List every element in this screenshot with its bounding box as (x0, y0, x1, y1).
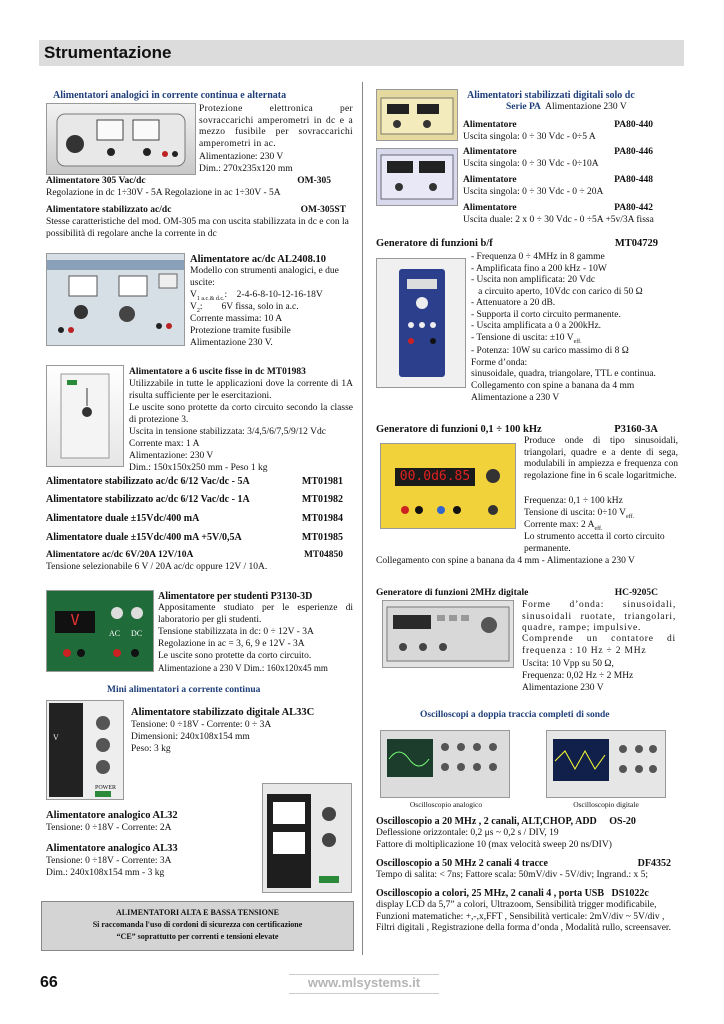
p3160-connection: Collegamento con spine a banana da 4 mm - Alimentazione a 230 V (376, 556, 635, 566)
ds-description: display LCD da 5,7” a colori, Ultrazoom, Sensibilità trigger modificabile, Funzioni matematiche: +,-,x,FFT , Sensibilità verticale: 2mV/div ~ 5V/div , Filtri digitali , Registrazione della forma d’onda , Modalità rullo, screensaver. (376, 900, 671, 934)
power-supply-illustration (47, 104, 195, 174)
p3160-name-row (376, 424, 658, 437)
al33c-image (46, 700, 124, 800)
mt04729-name: Generatore di funzioni b/f (376, 238, 493, 249)
al33c-knobs-illustration (83, 701, 123, 799)
analog-power-supply-illustration (263, 784, 351, 892)
om305-name-row (46, 176, 331, 188)
om305-voltage: Alimentazione: 230 V (199, 152, 284, 162)
om305st-code: OM-305ST (300, 205, 346, 215)
p3160-current: Corrente max: 2 $A_{eff.}$ (524, 520, 603, 532)
hc-line4: Frequenza: 0,02 Hz ÷ 2 MHz (522, 671, 634, 681)
function-generator-illustration (377, 259, 465, 387)
os20-line1: Deflessione orizzontale: 0,2 μs ~ 0,2 s / DIV, 19 (376, 828, 559, 838)
list-item: Alimentatore PA80-442 Uscita duale: 2 x 0 ÷ 30 Vdc - 0 ÷5A +5v/3A fissa (463, 203, 654, 225)
os20-title: Oscilloscopio a 20 MHz , 2 canali, ALT,CHOP, ADD OS-20 (376, 816, 636, 827)
al2408-line6: Alimentazione 230 V. (190, 338, 273, 348)
list-item: Alimentatore duale ±15Vdc/400 mA MT01984 (46, 513, 343, 524)
p3130-line4: Le uscite sono protette da corto circuito. (158, 651, 312, 661)
df-name: Oscilloscopio a 50 MHz 2 canali 4 tracce (376, 858, 548, 869)
p3160-name: Generatore di funzioni 0,1 ÷ 100 kHz (376, 424, 542, 435)
hc-name: Generatore di funzioni 2MHz digitale (376, 588, 529, 598)
mt04729-image (376, 258, 466, 388)
list-item: Alimentatore PA80-448 Uscita singola: 0 ÷ 30 Vdc - 0 ÷ 20A (463, 175, 653, 197)
pa-image-2 (376, 148, 458, 206)
p3160-controls-illustration (381, 444, 515, 528)
pa-series: Serie PA Alimentazione 230 V (506, 102, 627, 112)
page-number: 66 (40, 974, 58, 991)
om305st-description: Stesse caratteristiche del mod. OM-305 ma con uscita stabilizzata in dc e con la possibilità di regolare anche la corrente in dc (46, 217, 349, 239)
al33c-line2: Dimensioni: 240x108x154 mm (131, 732, 250, 742)
p3130-line2: Tensione stabilizzata in dc: 0 ÷ 12V - 3A (158, 627, 314, 637)
al33-line2: Dim.: 240x108x154 mm - 3 kg (46, 868, 165, 878)
p3160-image (380, 443, 516, 529)
osc-digital-caption: Oscilloscopio digitale (573, 800, 639, 809)
analog-oscilloscope-illustration (381, 731, 509, 797)
om305-code: OM-305 (297, 176, 331, 186)
pa-supply-illustration (377, 149, 457, 205)
mt01983-line6: Dim.: 150x150x250 mm - Peso 1 kg (129, 463, 268, 473)
p3160-code: P3160-3A (614, 424, 658, 435)
mt04729-specs: - Frequenza 0 ÷ 4MHz in 8 gamme - Amplificata fino a 200 kHz - 10W - Uscita non amplificata: 20 Vdc a circuito aperto, 10Vdc con carico di 50 Ω - Attenuatore a 20 dB. - Supporta il corto circuito permanente. - Uscita amplificata a 0 a 200kHz. - Tensione di uscita: ±10 $V_{eff.}$ - Potenza: 10W su carico massimo di 8 Ω Forme d’onda: sinusoidale, quadra, triangolare, TTL e continua. Collegamento con spine a banana da 4 mm Alimentazione a 230 V (471, 252, 656, 403)
p3160-frequency: Frequenza: 0,1 ÷ 100 kHz (524, 496, 623, 506)
al33c-power-label: POWER (95, 785, 116, 791)
mt04729-name-row (376, 238, 658, 251)
website-url[interactable]: www.mlsystems.it (289, 974, 439, 994)
note-line3: “CE” soprattutto per correnti e tensioni elevate (116, 931, 279, 941)
p3160-description: Produce onde di tipo sinusoidali, triangolari, quadre e a dente di sega, modulabili in ampiezza e frequenza con regolazione fine in 6 scale logaritmiche. (524, 436, 678, 481)
column-divider (362, 82, 363, 955)
osc-analog-caption: Oscilloscopio analogico (409, 800, 483, 809)
mt01983-line5: Alimentazione: 230 V (129, 451, 214, 461)
om305-regulation: Regolazione in dc 1÷30V - 5A Regolazione in ac 1÷30V - 5A (46, 188, 281, 198)
mt04850-name-row (46, 550, 343, 562)
list-item: Alimentatore stabilizzato ac/dc 6/12 Vac/dc - 5A MT01981 (46, 476, 343, 487)
mt01983-line4: Corrente max: 1 A (129, 439, 200, 449)
al2408-image (46, 253, 185, 346)
om305st-name: Alimentatore stabilizzato ac/dc (46, 205, 172, 215)
section-title-analog: Alimentatori analogici in corrente continua e alternata (53, 90, 287, 101)
p3130-title: Alimentatore per studenti P3130-3D (158, 591, 313, 602)
al2408-v2: $V_2$: 6V fissa, solo in a.c. (190, 302, 299, 314)
hc-line5: Alimentazione 230 V (522, 683, 604, 693)
al2408-v1: $V_{1 a.c.\& d.c.}$: 2-4-6-8-10-12-16-18V (190, 290, 323, 302)
pa-image-1 (376, 89, 458, 141)
al32-line1: Tensione: 0 ÷18V - Corrente: 2A (46, 823, 172, 833)
mini-section-title: Mini alimentatori a corrente continua (107, 685, 261, 695)
list-item: Alimentatore PA80-440 Uscita singola: 0 ÷ 30 Vdc - 0÷5 A (463, 120, 653, 142)
mt01983-description: Utilizzabile in tutte le applicazioni dove la corrente di 1A risulta sufficiente per le esercitazioni. (129, 379, 353, 401)
digital-oscilloscope-illustration (547, 731, 665, 797)
mt01983-description2: Le uscite sono protette da corto circuito secondo la classe di protezione 3. (129, 403, 353, 425)
mt01983-line3: Uscita in tensione stabilizzata: 3/4,5/6/7,5/9/12 Vdc (129, 427, 326, 437)
box-power-supply-illustration (47, 366, 123, 466)
om305-dimensions: Dim.: 270x235x120 mm (199, 164, 293, 174)
al2408-line5: Protezione tramite fusibile (190, 326, 291, 336)
p3130-line5: Alimentazione a 230 V Dim.: 160x120x45 mm (158, 663, 328, 673)
hc-description: Forme d’onda: sinusoidali, sinusoidali ruotate, triangolari, quadre, rampe; impulsive. (522, 600, 676, 634)
df-code: DF4352 (637, 858, 671, 869)
power-supply-panel-illustration (47, 254, 184, 345)
mt01983-image (46, 365, 124, 467)
al33c-line1: Tensione: 0 ÷18V - Corrente: 0 ÷ 3A (131, 720, 272, 730)
al33c-display-panel: V (49, 703, 83, 797)
list-item: Alimentatore stabilizzato ac/dc 6/12 Vac/dc - 1A MT01982 (46, 494, 343, 505)
safety-note-box (41, 901, 354, 951)
al33-image (262, 783, 352, 893)
pa-section-title: Alimentatori stabilizzati digitali solo dc (467, 90, 635, 101)
p3130-dc-label: DC (131, 629, 143, 638)
page-title: Strumentazione (44, 43, 172, 62)
al33-line1: Tensione: 0 ÷18V - Corrente: 3A (46, 856, 172, 866)
al33-title: Alimentatore analogico AL33 (46, 843, 178, 854)
om305-image (46, 103, 196, 175)
ds-title: Oscilloscopio a colori, 25 MHz, 2 canali 4 , porta USB DS1022c (376, 888, 649, 899)
om305-description: Protezione elettronica per sovraccarichi amperometri in dc e a mezzo fusibile per sovraccarichi amperometri in ac. (199, 104, 353, 149)
al33c-title: Alimentatore stabilizzato digitale AL33C (131, 707, 315, 718)
list-item: Alimentatore duale ±15Vdc/400 mA +5V/0,5A MT01985 (46, 532, 343, 543)
mt04850-name: Alimentatore ac/dc 6V/20A 12V/10A (46, 550, 194, 560)
page-header (39, 40, 684, 66)
p3130-controls-illustration (47, 591, 153, 671)
al2408-title: Alimentatore ac/dc AL2408.10 (190, 254, 326, 265)
osc-digital-image (546, 730, 666, 798)
p3160-protection: Lo strumento accetta il corto circuito permanente. (524, 532, 665, 554)
mt04850-description: Tensione selezionabile 6 V / 20A ac/dc oppure 12V / 10A. (46, 562, 268, 572)
note-line2: Si raccomanda l'uso di cordoni di sicurezza con certificazione (92, 919, 303, 929)
al32-title: Alimentatore analogico AL32 (46, 810, 178, 821)
hc-line3: Uscita: 10 Vpp su 50 Ω, (522, 659, 614, 669)
digital-generator-illustration (383, 601, 513, 667)
p3130-display: V (55, 611, 95, 633)
os20-line2: Fattore di moltiplicazione 10 (max velocità sweep 20 ns/DIV) (376, 840, 612, 850)
al2408-line4: Corrente massima: 10 A (190, 314, 283, 324)
al33c-line3: Peso: 3 kg (131, 744, 171, 754)
hc-description2: Comprende un contatore di frequenza : 10 Hz ÷ 2 MHz (522, 634, 676, 656)
df-name-row (376, 858, 671, 870)
p3160-display: 00.0d6.85 (395, 468, 475, 486)
om305-name: Alimentatore 305 Vac/dc (46, 176, 146, 186)
hc-image (382, 600, 514, 668)
mt04729-code: MT04729 (614, 238, 658, 249)
p3130-line3: Regolazione in ac = 3, 6, 9 e 12V - 3A (158, 639, 305, 649)
mt04850-code: MT04850 (303, 550, 343, 560)
osc-section-title: Oscilloscopi a doppia traccia completi di sonde (420, 710, 610, 720)
p3160-voltage: Tensione di uscita: 0÷10 $V_{eff.}$ (524, 508, 635, 520)
pa-supply-illustration (377, 90, 457, 140)
note-line1: ALIMENTATORI ALTA E BASSA TENSIONE (115, 908, 280, 917)
hc-code: HC-9205C (614, 588, 658, 598)
mt01983-title: Alimentatore a 6 uscite fisse in dc MT01983 (129, 367, 306, 377)
al2408-line1: Modello con strumenti analogici, e due uscite: (190, 266, 339, 288)
p3130-description: Appositamente studiato per le esperienze di laboratorio per gli studenti. (158, 603, 353, 625)
hc-name-row (376, 588, 658, 600)
om305st-name-row (46, 205, 346, 217)
list-item: Alimentatore PA80-446 Uscita singola: 0 ÷ 30 Vdc - 0÷10A (463, 147, 653, 169)
p3130-image (46, 590, 154, 672)
df-line1: Tempo di salita: < 7ns; Fattore scala: 50mV/div - 5V/div; Ingrand.: x 5; (376, 870, 648, 880)
p3130-ac-label: AC (109, 629, 121, 638)
osc-analog-image (380, 730, 510, 798)
